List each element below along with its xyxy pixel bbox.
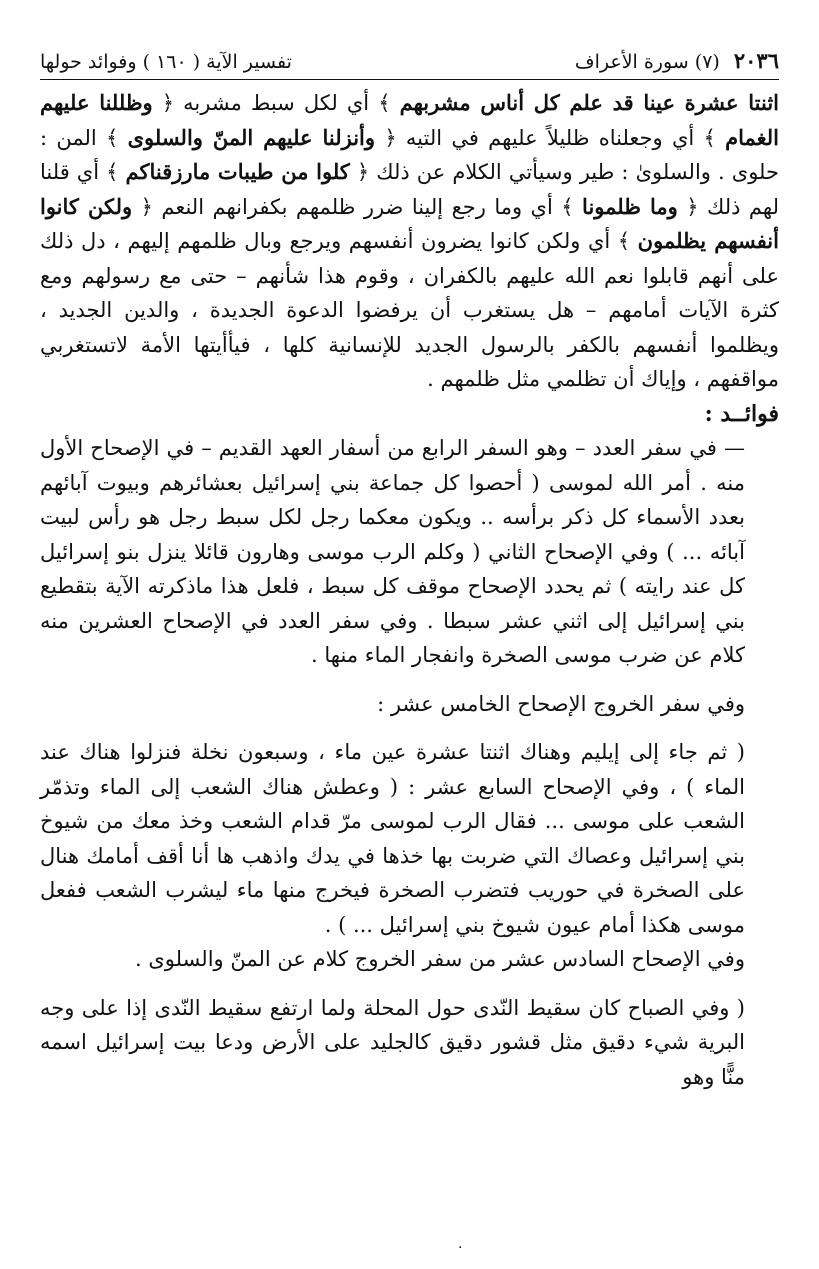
verse-quote: ولكن كانوا أنفسهم يظلمون xyxy=(40,193,779,253)
benefit-paragraph: وفي الإصحاح السادس عشر من سفر الخروج كلام عن المنّ والسلوى . xyxy=(134,947,745,971)
fawaid-heading: فوائــد : xyxy=(704,400,779,427)
benefit-paragraph: — في سفر العدد – وهو السفر الرابع من أسفار العهد القديم – في الإصحاح الأول منه . أمر الله لموسى ( أحصوا كل جماعة بني إسرائيل بعشائرهم وبيوت آبائهم بعدد الأسماء كل ذكر برأسه .. ويكون معكما رجل لكل سبط رجل هو رأس لبيت آبائه ... ) وفي الإصحاح الثاني ( وكلم الرب موسى وهارون قائلا ينزل بنو إسرائيل كل عند رايته ) ثم يحدد الإصحاح موقف كل سبط ، فلعل هذا ماذكرته الآية بتقطيع بني إسرائيل إلى اثني عشر سبطا . وفي سفر العدد في الإصحاح العشرين منه كلام عن ضرب موسى الصخرة وانفجار الماء منها . xyxy=(40,436,745,667)
commentary: ﴾ أي قلنا لهم ذلك ﴿ xyxy=(40,160,779,219)
footer-mark: · xyxy=(458,1240,463,1256)
body-text xyxy=(40,86,779,1094)
commentary: ﴾ أي لكل سبط مشربه ﴿ xyxy=(161,91,391,115)
document-page xyxy=(40,48,779,1094)
commentary: ﴾ أي وجعلناه ظليلاً عليهم في التيه ﴿ xyxy=(384,125,716,150)
page-number: ٢٠٣٦ xyxy=(733,48,779,73)
benefit-paragraph: وفي سفر الخروج الإصحاح الخامس عشر : xyxy=(377,691,745,716)
running-header xyxy=(40,48,779,80)
verse-quote: وما ظلمونا xyxy=(582,193,678,219)
header-right xyxy=(575,48,779,73)
section-title: تفسير الآية ( ١٦٠ ) وفوائد حولها xyxy=(40,51,292,73)
benefit-paragraph: ( ثم جاء إلى إيليم وهناك اثنتا عشرة عين ماء ، وسبعون نخلة فنزلوا هناك عند الماء ) ، وفي الإصحاح السابع عشر : ( وعطش هناك الشعب إلى الماء وتذمّر الشعب على موسى ... فقال الرب لموسى مرّ قدام الشعب وخذ معك من شيوخ بني إسرائيل وعصاك التي ضربت بها خذها في يدك واذهب ها أنا أقف أمامك هنال على الصخرة في حوريب فتضرب الصخرة فيخرج منها ماء ليشرب الشعب ففعل موسى هكذا أمام عيون شيوخ بني إسرائيل ... ) . xyxy=(40,740,745,937)
verse-quote: وظللنا عليهم الغمام xyxy=(40,90,779,150)
commentary: ﴾ أي وما رجع إلينا ضرر ظلمهم بكفرانهم النعم ﴿ xyxy=(140,194,574,219)
benefit-paragraph: ( وفي الصباح كان سقيط النّدى حول المحلة ولما ارتفع سقيط النّدى إذا على وجه البرية شيء دقيق مثل قشور دقيق كالجليد على الأرض ودعا بيت إسرائيل اسمه منًّا وهو xyxy=(40,995,745,1089)
verse-quote: اثنتا عشرة عينا قد علم كل أناس مشربهم xyxy=(399,90,780,115)
verse-quote: وأنزلنا عليهم المنّ والسلوى xyxy=(127,124,376,150)
surah-title: (٧) سورة الأعراف xyxy=(574,51,720,73)
tafsir-paragraph xyxy=(40,86,779,397)
commentary: ﴾ أي ولكن كانوا يضرون أنفسهم ويرجع وبال ظلمهم إليهم ، دل ذلك على أنهم قابلوا نعم الله عليهم بالكفران ، وقوم هذا شأنهم – حتى مع رسولهم ومع كثرة الآيات أمامهم – هل يستغرب أن يرفضوا الدعوة الجديدة ، والدين الجديد ، ويظلموا أنفسهم بالكفر بالرسول الجديد للإنسانية كلها ، فيأأيتها الأمة لاتستغربي مواقفهم ، وإياك أن تظلمي مثل ظلمهم . xyxy=(40,229,779,391)
commentary: ﴾ المن : حلوى . والسلوىٰ : طير وسيأتي الكلام عن ذلك ﴿ xyxy=(40,125,779,184)
verse-quote: كلوا من طيبات مارزقناكم xyxy=(125,159,350,184)
